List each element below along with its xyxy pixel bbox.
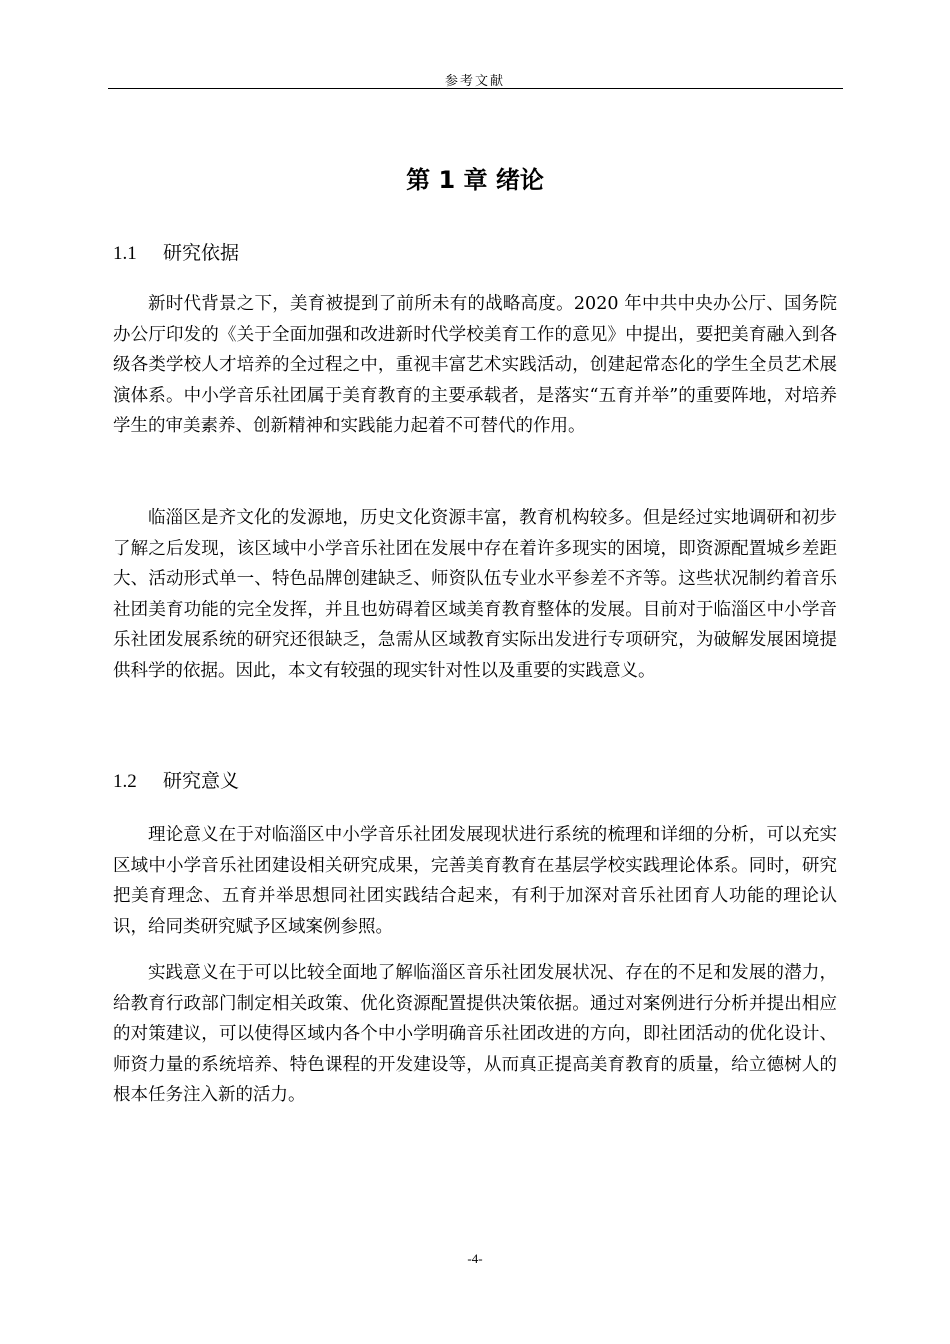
section-heading-1-1: [113, 238, 239, 265]
paragraph-1-1-a: 新时代背景之下，美育被提到了前所未有的战略高度。2020 年中共中央办公厅、国务院办公厅印发的《关于全面加强和改进新时代学校美育工作的意见》中提出，要把美育融入到各级各类学校人才培养的全过程之中，重视丰富艺术实践活动，创建起常态化的学生全员艺术展演体系。中小学音乐社团属于美育教育的主要承载者，是落实“五育并举”的重要阵地，对培养学生的审美素养、创新精神和实践能力起着不可替代的作用。: [113, 294, 837, 437]
section-title: 研究依据: [163, 242, 240, 264]
header-divider: [108, 88, 843, 89]
section-number: 1.1: [113, 243, 137, 264]
running-header: 参考文献: [444, 74, 505, 89]
section-heading-1-2: [113, 766, 239, 793]
chapter-title: 第 1 章 绪论: [406, 166, 544, 194]
section-title: 研究意义: [163, 770, 240, 792]
section-number: 1.2: [113, 771, 137, 792]
page-number: -4-: [467, 1251, 483, 1266]
paragraph-1-1-b: 临淄区是齐文化的发源地，历史文化资源丰富，教育机构较多。但是经过实地调研和初步了解之后发现，该区域中小学音乐社团在发展中存在着许多现实的困境，即资源配置城乡差距大、活动形式单一、特色品牌创建缺乏、师资队伍专业水平参差不齐等。这些状况制约着音乐社团美育功能的完全发挥，并且也妨碍着区域美育教育整体的发展。目前对于临淄区中小学音乐社团发展系统的研究还很缺乏，急需从区域教育实际出发进行专项研究，为破解发展困境提供科学的依据。因此，本文有较强的现实针对性以及重要的实践意义。: [113, 508, 837, 681]
paragraph-1-2-a: 理论意义在于对临淄区中小学音乐社团发展现状进行系统的梳理和详细的分析，可以充实区域中小学音乐社团建设相关研究成果，完善美育教育在基层学校实践理论体系。同时，研究把美育理念、五育并举思想同社团实践结合起来，有利于加深对音乐社团育人功能的理论认识，给同类研究赋予区域案例参照。: [113, 825, 837, 937]
paragraph-1-2-b: 实践意义在于可以比较全面地了解临淄区音乐社团发展状况、存在的不足和发展的潜力，给教育行政部门制定相关政策、优化资源配置提供决策依据。通过对案例进行分析并提出相应的对策建议，可以使得区域内各个中小学明确音乐社团改进的方向，即社团活动的优化设计、师资力量的系统培养、特色课程的开发建设等，从而真正提高美育教育的质量，给立德树人的根本任务注入新的活力。: [113, 963, 837, 1106]
